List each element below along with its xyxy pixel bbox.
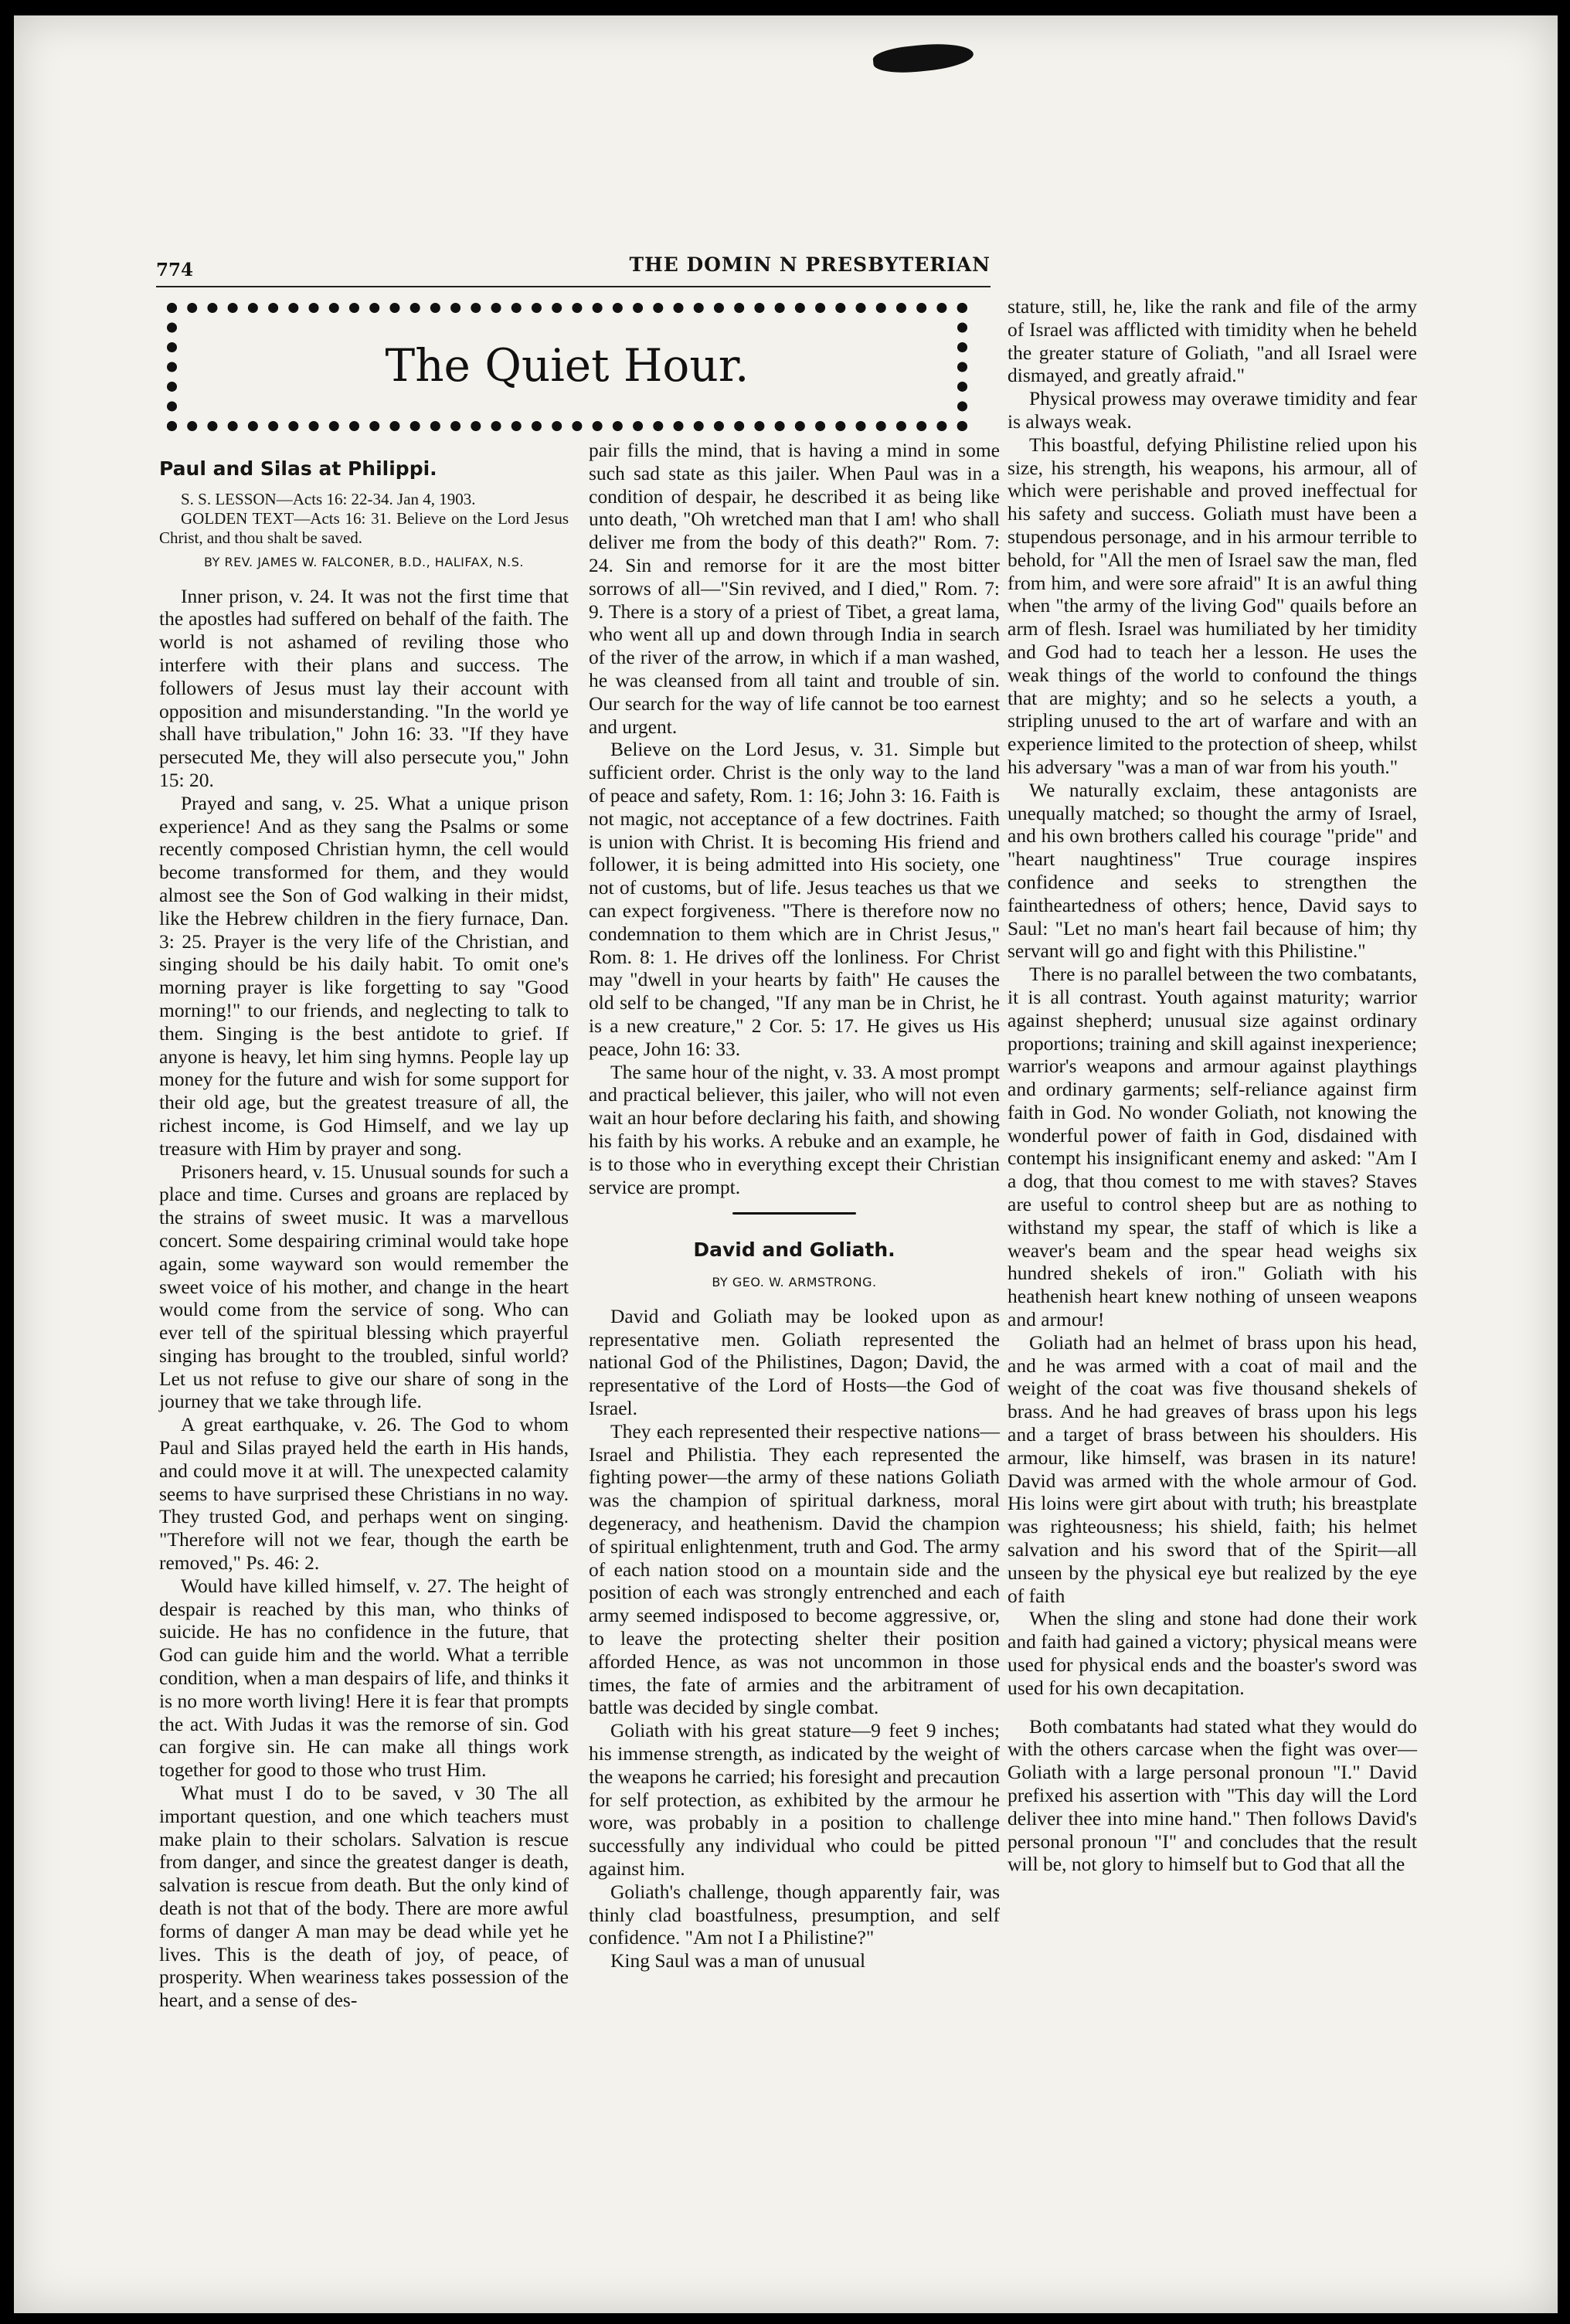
column-1 — [159, 448, 569, 2012]
paragraph: King Saul was a man of unusual — [610, 1949, 866, 1972]
lesson-reference: S. S. LESSON—Acts 16: 22-34. Jan 4, 1903. — [181, 489, 476, 508]
header-rule — [156, 286, 991, 287]
paragraph: Believe on the Lord Jesus, v. 31. Simple but sufficient order. Christ is the only way to the land of peace and safety, Rom. 1: 16; John 3: 16. Faith is not magic, not acceptance of a few doctrines. Faith is union with Christ. It is becoming His friend and follower, it is being admitted into His society, one not of customs, but of life. Jesus teaches us that we can expect forgiveness. "There is therefore now no condemnation to them which are in Christ Jesus," Rom. 8: 1. He drives off the lonliness. For Christ may "dwell in your hearts by faith" He causes the old self to be changed, "If any man be in Christ, he is a new creature," 2 Cor. 5: 17. He gives us His peace, John 16: 33. — [589, 738, 1000, 1060]
column-3 — [1008, 295, 1417, 1876]
paragraph: We naturally exclaim, these antagonists are unequally matched; so thought the army of Israel, and his own brothers called his courage "pride" and "heart naughtiness" True courage inspires confidence and seeks to strengthen the faintheartedness of others; hence, David says to Saul: "Let no man's heart fail because of him; thy servant will go and fight with this Philistine." — [1008, 778, 1417, 963]
paragraph: When the sling and stone had done their work and faith had gained a victory; physical means were used for physical ends and the boaster's sword was used for his own decapitation. — [1008, 1607, 1417, 1699]
paragraph: Physical prowess may overawe timidity and fear is always weak. — [1008, 387, 1417, 433]
article-title: David and Goliath. — [693, 1238, 895, 1262]
section-title-box — [167, 303, 967, 431]
paragraph: The same hour of the night, v. 33. A most prompt and practical believer, this jailer, who will not even wait an hour before declaring his faith, and showing his faith by his works. A rebuke and an example, he is to those who in everything except their Christian service are prompt. — [589, 1060, 1000, 1198]
paragraph: Goliath had an helmet of brass upon his head, and he was armed with a coat of mail and the weight of the coat was five thousand shekels of brass. And he had greaves of brass upon his legs and a target of brass between his shoulders. His armour, like himself, was brasen in its nature! David was armed with the whole armour of God. His loins were girt about with truth; his breastplate was righteousness; his shield, faith; his helmet salvation and his sword that of the Spirit—all unseen by the physical eye but realized by the eye of faith — [1008, 1330, 1417, 1607]
section-title: The Quiet Hour. — [385, 339, 749, 392]
paragraph: They each represented their respective nations—Israel and Philistia. They each represented the fighting power—the army of these nations Goliath was the champion of spiritual darkness, moral degeneracy, and heathenism. David the champion of spiritual enlightenment, truth and God. The army of each nation stood on a mountain side and the position of each was strongly entrenched and each army seemed indisposed to become aggressive, or, to leave the protecting shelter their position afforded Hence, as was not uncommon in those times, the fate of armies and the arbitrament of battle was decided by single combat. — [589, 1419, 1000, 1719]
column-2 — [589, 439, 1000, 1972]
paragraph: Would have killed himself, v. 27. The height of despair is reached by this man, who thinks of suicide. He has no confidence in the future, that God can guide him and the world. What a terrible condition, when a man despairs of life, and thinks it is no more worth living! Here it is fear that prompts the act. With Judas it was the remorse of sin. God can forgive sin. He can make all things work together for good to those who trust Him. — [159, 1574, 569, 1782]
article-byline: BY REV. JAMES W. FALCONER, B.D., HALIFAX, N.S. — [203, 554, 525, 569]
newspaper-page — [14, 15, 1558, 2313]
paragraph: Goliath with his great stature—9 feet 9 inches; his immense strength, as indicated by the weight of the weapons he carried; his foresight and precaution for self protection, as exhibited by the armour he wore, was probably in a position to challenge successfully any individual who could be pitted against him. — [589, 1719, 1000, 1881]
paragraph: David and Goliath may be looked upon as representative men. Goliath represented the national God of the Philistines, Dagon; David, the representative of the Lord of Hosts—the God of Israel. — [589, 1304, 1000, 1420]
paragraph: There is no parallel between the two combatants, it is all contrast. Youth against maturity; warrior against shepherd; unusual size against ordinary proportions; training and skill against inexperience; warrior's weapons and armour against playthings and ordinary garments; self-reliance against firm faith in God. No wonder Goliath, not knowing the wonderful power of faith in God, disdained with contempt his insignificant enemy and asked: "Am I a dog, that thou comest to me with staves? Staves are useful to control sheep but are as nothing to withstand my spear, the staff of which is like a weaver's beam and the spear head weighs six hundred shekels of iron." Goliath with his heathenish heart knew nothing of unseen weapons and armour! — [1008, 963, 1417, 1331]
article-title: Paul and Silas at Philippi. — [159, 457, 437, 480]
masthead: THE DOMIN N PRESBYTERIAN — [629, 253, 991, 276]
paragraph: Both combatants had stated what they would do with the others carcase when the fight was over—Goliath with a large personal pronoun "I." David prefixed his assertion with "This day will the Lord deliver thee into mine hand." Then follows David's personal pronoun "I" and concludes that the result will be, not glory to himself but to God that all the — [1008, 1714, 1417, 1876]
paragraph: Goliath's challenge, though apparently fair, was thinly clad boastfulness, presumption, and self confidence. "Am not I a Philistine?" — [589, 1880, 1000, 1949]
paragraph: pair fills the mind, that is having a mind in some such sad state as this jailer. When Paul was in a condition of despair, he described it as being like unto death, "Oh wretched man that I am! who shall deliver me from the body of this death?" Rom. 7: 24. Sin and remorse for it are the most bitter sorrows of all—"Sin revived, and I died," Rom. 7: 9. There is a story of a priest of Tibet, a great lama, who went all up and down through India in search of the river of the arrow, in which if a man washed, he was cleansed from all taint and trouble of sin. Our search for the way of life cannot be too earnest and urgent. — [589, 439, 1000, 738]
paragraph: stature, still, he, like the rank and file of the army of Israel was afflicted with timidity when he beheld the greater stature of Goliath, "and all Israel were dismayed, and greatly afraid." — [1008, 295, 1417, 387]
paragraph: Inner prison, v. 24. It was not the first time that the apostles had suffered on behalf of the faith. The world is not ashamed of reviling those who interfere with their plans and success. The followers of Jesus must lay their account with opposition and misunderstanding. "In the world ye shall have tribulation," John 16: 33. "If they have persecuted Me, they will also persecute you," John 15: 20. — [159, 584, 569, 791]
paragraph: What must I do to be saved, v 30 The all important question, and one which teachers must make plain to their scholars. Salvation is rescue from danger, and since the greatest danger is death, salvation is rescue from death. But the only kind of death is not that of the body. There are more awful forms of danger A man may be dead while yet he lives. This is the death of joy, of peace, of prosperity. When weariness takes possession of the heart, and a sense of des- — [159, 1782, 569, 2012]
golden-text: GOLDEN TEXT—Acts 16: 31. Believe on the Lord Jesus Christ, and thou shalt be saved. — [159, 508, 569, 547]
paragraph: A great earthquake, v. 26. The God to whom Paul and Silas prayed held the earth in His hands, and could move it at will. The unexpected calamity seems to have surprised these Christians in no way. They trusted God, and perhaps went on singing. "Therefore will not we fear, though the earth be removed," Ps. 46: 2. — [159, 1413, 569, 1575]
section-divider — [589, 1203, 1000, 1223]
paragraph: Prisoners heard, v. 15. Unusual sounds for such a place and time. Curses and groans are replaced by the strains of sweet music. It was a marvellous concert. Some despairing criminal would take hope again, some wayward son would remember the sweet voice of his mother, and change in the heart would come from the service of song. Who can ever tell of the spiritual blessing which prayerful singing has brought to the troubled, sinful world? Let us not refuse to give our share of song in the journey that we take through life. — [159, 1160, 569, 1413]
column-gap — [1008, 1700, 1417, 1715]
page-header — [156, 246, 991, 281]
paragraph: This boastful, defying Philistine relied upon his size, his strength, his weapons, his armour, all of which were perishable and proved ineffectual for his safety and success. Goliath must have been a stupendous personage, and in his armour terrible to behold, for "All the men of Israel saw the man, fled from him, and were sore afraid" It is an awful thing when "the army of the living God" quails before an arm of flesh. Israel was humiliated by her timidity and God had to teach her a lesson. He uses the weak things of the world to confound the things that are mighty; and so he selects a youth, a stripling unused to the art of warfare and with an experience limited to the protection of sheep, whilst his adversary "was a man of war from his youth." — [1008, 433, 1417, 778]
page-number: 774 — [156, 260, 194, 280]
ink-blot — [872, 39, 975, 76]
article-byline: BY GEO. W. ARMSTRONG. — [712, 1275, 877, 1290]
paragraph: Prayed and sang, v. 25. What a unique prison experience! And as they sang the Psalms or some recently composed Christian hymn, the cell would become transformed for them, and they would almost see the Son of God walking in their midst, like the Hebrew children in the fiery furnace, Dan. 3: 25. Prayer is the very life of the Christian, and singing should be his daily habit. To omit one's morning prayer is like forgetting to say "Good morning!" to our friends, and neglecting to talk to them. Singing is the best antidote to grief. If anyone is heavy, let him sing hymns. People lay up money for the future and wish for some support for their old age, but the greatest treasure of all, the richest income, is God Himself, and we lay up treasure with Him by prayer and song. — [159, 791, 569, 1160]
